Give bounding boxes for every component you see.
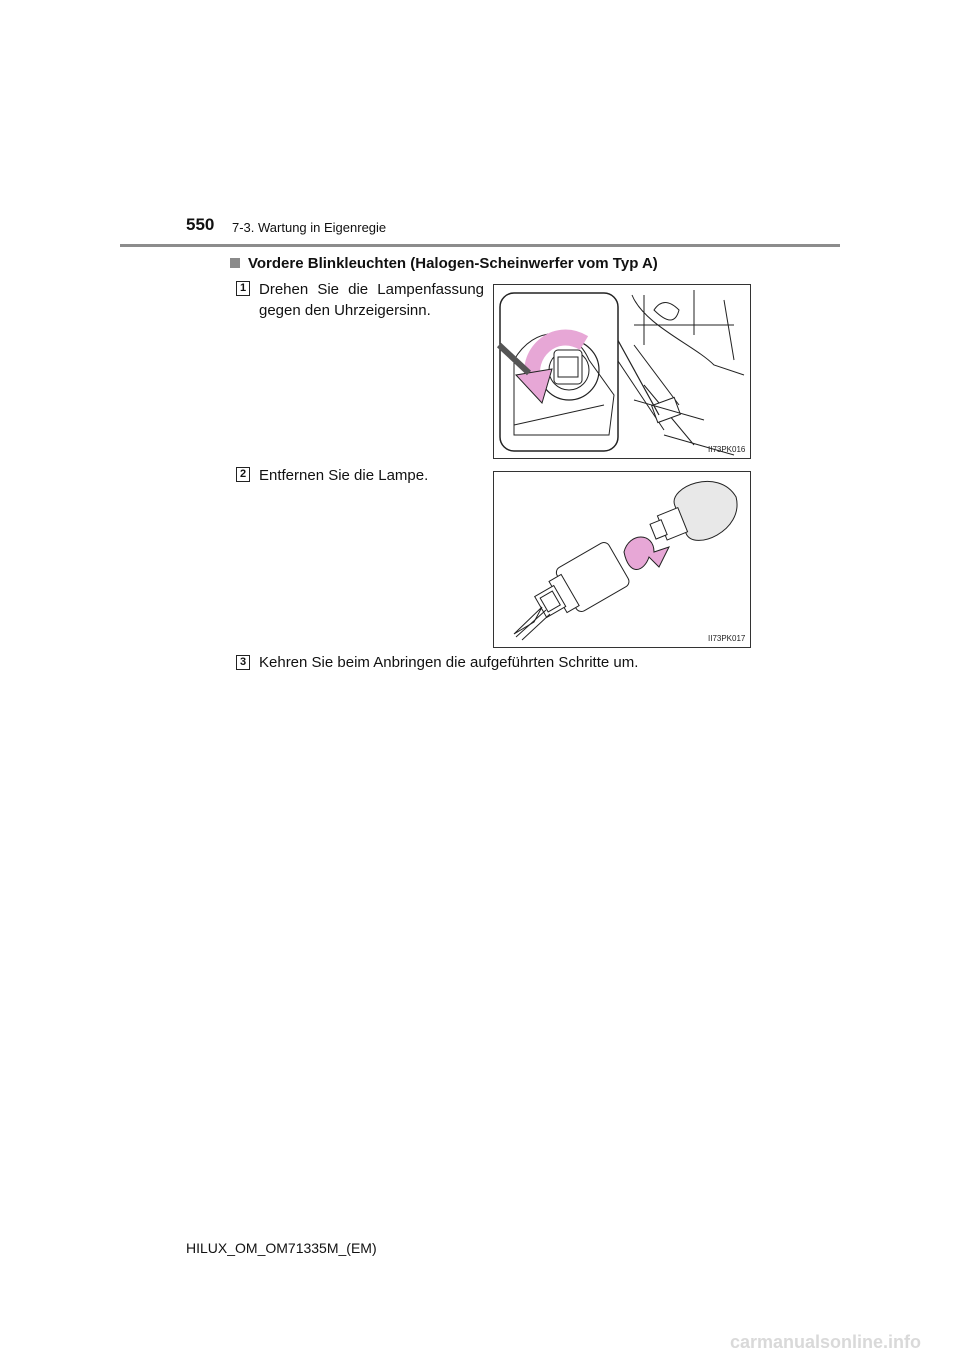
step-instruction [259,279,484,321]
header-rule [120,244,840,247]
bulb-removal-illustration [494,472,750,647]
subheading-text: Vordere Blinkleuchten (Halogen-Scheinwerfer vom Typ A) [248,255,658,272]
figure-code: II73PK017 [708,634,746,643]
watermark-site: carmanualsonline.info [730,1332,922,1352]
subheading [230,255,658,272]
socket-rotation-illustration [494,285,750,458]
step-number-badge: 1 [236,281,250,296]
section-title: 7-3. Wartung in Eigenregie [232,220,387,235]
page-number: 550 [186,215,215,234]
step-instruction: Entfernen Sie die Lampe. [259,467,429,484]
step-number-badge: 3 [236,655,250,670]
figure-rotate-socket [493,284,751,459]
step-instruction: Kehren Sie beim Anbringen die aufgeführten Schritte um. [259,654,639,671]
step-instruction-line: Drehen Sie die Lampenfassung [259,281,484,298]
document-id: HILUX_OM_OM71335M_(EM) [186,1240,377,1256]
step-instruction-line: gegen den Uhrzeigersinn. [259,302,431,319]
figure-remove-bulb [493,471,751,648]
figure-code: II73PK016 [708,445,746,454]
square-bullet-icon [230,258,240,268]
step-number-badge: 2 [236,467,250,482]
